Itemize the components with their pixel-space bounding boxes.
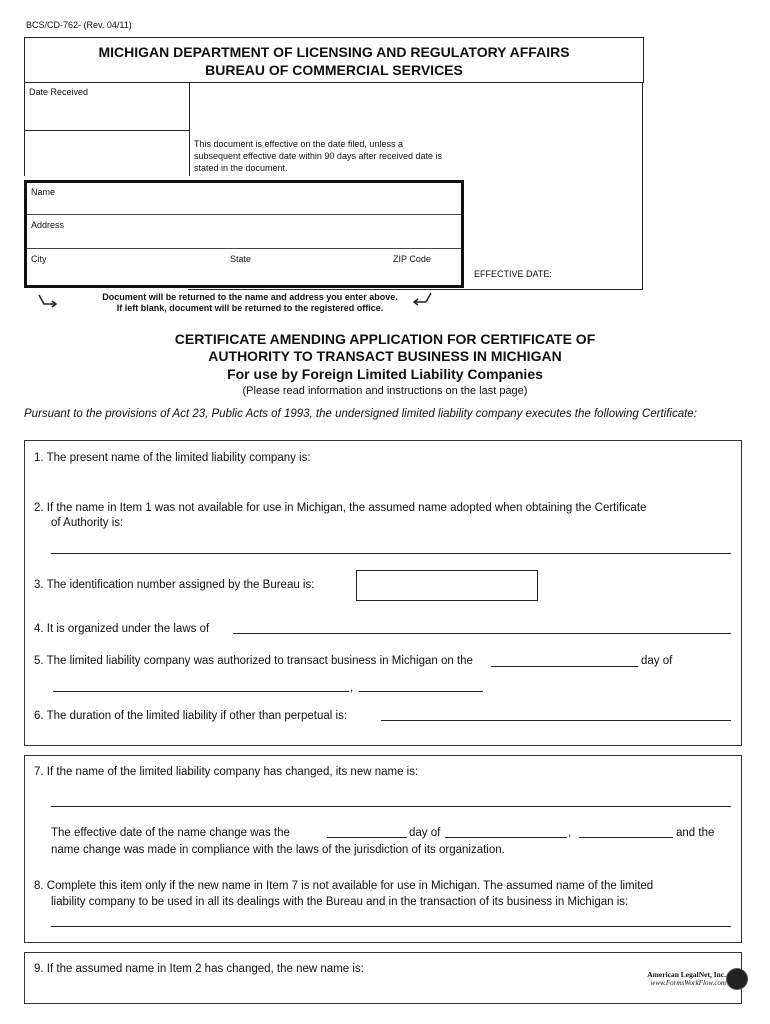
effective-date-label: EFFECTIVE DATE:	[474, 269, 552, 279]
form-code: BCS/CD-762- (Rev. 04/11)	[26, 20, 132, 30]
certificate-title-line2: AUTHORITY TO TRANSACT BUSINESS IN MICHIGAN	[208, 348, 562, 364]
agency-title: MICHIGAN DEPARTMENT OF LICENSING AND REGULATORY AFFAIRS	[98, 44, 570, 60]
item-4-answer-line[interactable]	[233, 633, 731, 634]
item-3: 3. The identification number assigned by the Bureau is:	[34, 579, 315, 591]
item-2-line2: of Authority is:	[51, 517, 124, 529]
item-7-year-line[interactable]	[579, 837, 673, 838]
arrow-right-icon	[410, 290, 434, 306]
item-4: 4. It is organized under the laws of	[34, 623, 210, 635]
return-note-line1: Document will be returned to the name and address you enter above.	[102, 292, 398, 302]
item-5-day-line[interactable]	[491, 666, 638, 667]
return-address-box	[24, 180, 464, 288]
item-7: 7. If the name of the limited liability company has changed, its new name is:	[34, 766, 419, 778]
item-5-day-of: day of	[641, 655, 673, 667]
item-6: 6. The duration of the limited liability if other than perpetual is:	[34, 710, 348, 722]
item-7-day-of: day of	[409, 827, 441, 839]
item-7-effective-e: name change was made in compliance with the laws of the jurisdiction of its organization.	[51, 844, 505, 856]
logo-url: www.FormsWorkFlow.com	[650, 979, 726, 987]
effective-note: This document is effective on the date filed, unless a subsequent effective date within 90 days after received date is stated in the document.	[194, 139, 442, 173]
section-items-1-6	[24, 440, 742, 746]
bureau-title: BUREAU OF COMMERCIAL SERVICES	[205, 62, 463, 78]
header-box	[24, 37, 644, 83]
publisher-logo	[647, 970, 726, 987]
return-note	[60, 292, 440, 314]
item-2-line1: 2. If the name in Item 1 was not available for use in Michigan, the assumed name adopted when obtaining the Certificate	[34, 502, 647, 514]
item-5-month-line[interactable]	[53, 691, 349, 692]
state-label: State	[230, 254, 252, 264]
item-8-answer-line[interactable]	[51, 926, 731, 927]
date-received-label: Date Received	[29, 87, 89, 97]
certificate-subtitle: For use by Foreign Limited Liability Companies	[227, 366, 543, 382]
pursuant-statement: Pursuant to the provisions of Act 23, Public Acts of 1993, the undersigned limited liability company executes the following Certificate:	[24, 408, 697, 420]
instructions-note: (Please read information and instructions on the last page)	[242, 385, 528, 397]
item-7-effective-a: The effective date of the name change was the	[51, 827, 290, 839]
item-2-answer-line[interactable]	[51, 553, 731, 554]
logo-company: American LegalNet, Inc.	[647, 970, 726, 979]
section-item-9	[24, 952, 742, 1004]
certificate-title-line1: CERTIFICATE AMENDING APPLICATION FOR CERTIFICATE OF	[174, 331, 596, 347]
item-5-line1: 5. The limited liability company was authorized to transact business in Michigan on the	[34, 655, 473, 667]
item-9: 9. If the assumed name in Item 2 has changed, the new name is:	[34, 963, 364, 975]
item-7-day-line[interactable]	[327, 837, 407, 838]
item-7-comma: ,	[568, 827, 572, 839]
item-8-line2: liability company to be used in all its dealings with the Bureau and in the transaction of its business in Michigan is:	[51, 896, 629, 908]
item-7-month-line[interactable]	[445, 837, 567, 838]
item-5-year-line[interactable]	[359, 691, 483, 692]
identification-number-box[interactable]	[356, 570, 538, 601]
date-received-box-lower	[24, 129, 190, 176]
item-7-and-the: and the	[676, 827, 715, 839]
globe-icon	[726, 968, 748, 990]
zip-label: ZIP Code	[393, 254, 431, 264]
item-6-answer-line[interactable]	[381, 720, 731, 721]
city-label: City	[31, 254, 47, 264]
item-1: 1. The present name of the limited liability company is:	[34, 452, 311, 464]
item-5-comma: ,	[350, 682, 354, 694]
address-label: Address	[31, 220, 65, 230]
return-note-line2: If left blank, document will be returned to the registered office.	[116, 303, 384, 313]
date-received-box[interactable]	[24, 82, 190, 131]
item-7-answer-line[interactable]	[51, 806, 731, 807]
item-8-line1: 8. Complete this item only if the new name in Item 7 is not available for use in Michigan. The assumed name of the limited	[34, 880, 654, 892]
name-label: Name	[31, 187, 56, 197]
arrow-left-icon	[36, 292, 60, 308]
section-items-7-8	[24, 755, 742, 943]
